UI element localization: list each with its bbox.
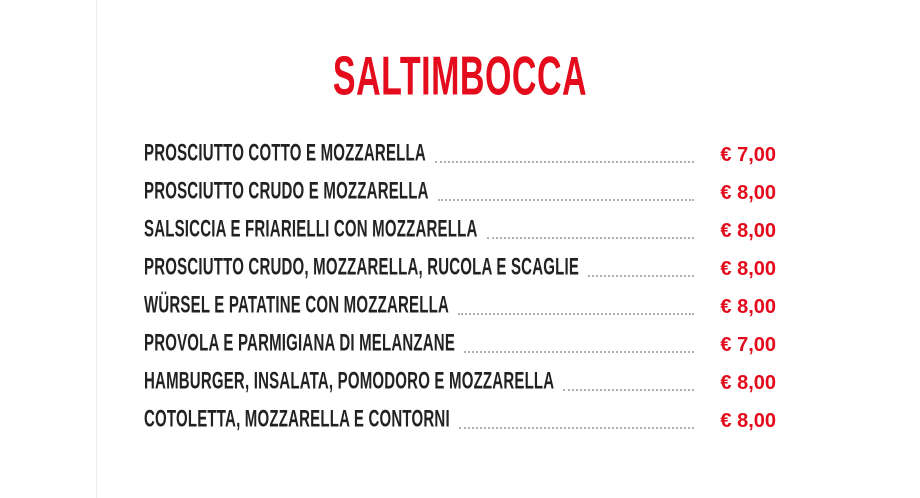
menu-item-row — [144, 291, 776, 334]
menu-item-name: SALSICCIA E FRIARIELLI CON MOZZARELLA — [144, 215, 478, 244]
dotted-leader — [487, 237, 695, 239]
menu-item-row — [144, 367, 776, 410]
menu-item-name: WÜRSEL E PATATINE CON MOZZARELLA — [144, 291, 449, 320]
dotted-leader — [435, 161, 694, 163]
menu-item-row — [144, 253, 776, 296]
menu-item-price: € 8,00 — [720, 220, 776, 242]
dotted-leader — [458, 313, 694, 315]
dotted-leader — [464, 351, 694, 353]
menu-item-price: € 8,00 — [720, 410, 776, 432]
menu-item-price: € 8,00 — [720, 372, 776, 394]
dotted-leader — [459, 427, 694, 429]
menu-item-price: € 8,00 — [720, 182, 776, 204]
menu-item-name: PROSCIUTTO COTTO E MOZZARELLA — [144, 139, 426, 168]
menu-item-price: € 7,00 — [720, 334, 776, 356]
menu-item-price: € 8,00 — [720, 258, 776, 280]
dotted-leader — [563, 389, 694, 391]
menu-item-row — [144, 329, 776, 372]
menu-item-name: PROVOLA E PARMIGIANA DI MELANZANE — [144, 329, 456, 358]
menu-section-header — [0, 46, 920, 108]
menu-item-row — [144, 215, 776, 258]
menu-item-name: COTOLETTA, MOZZARELLA E CONTORNI — [144, 405, 450, 434]
dotted-leader — [438, 199, 694, 201]
menu-item-row — [144, 139, 776, 182]
menu-item-name: PROSCIUTTO CRUDO, MOZZARELLA, RUCOLA E SCAGLIE — [144, 253, 580, 282]
menu-item-name: HAMBURGER, INSALATA, POMODORO E MOZZARELLA — [144, 367, 555, 396]
menu-item-row — [144, 177, 776, 220]
menu-item-list — [144, 139, 776, 448]
menu-item-name: PROSCIUTTO CRUDO E MOZZARELLA — [144, 177, 429, 206]
menu-item-row — [144, 405, 776, 448]
menu-title: SALTIMBOCCA — [332, 46, 588, 108]
menu-item-price: € 8,00 — [720, 296, 776, 318]
menu-item-price: € 7,00 — [720, 144, 776, 166]
dotted-leader — [588, 275, 694, 277]
